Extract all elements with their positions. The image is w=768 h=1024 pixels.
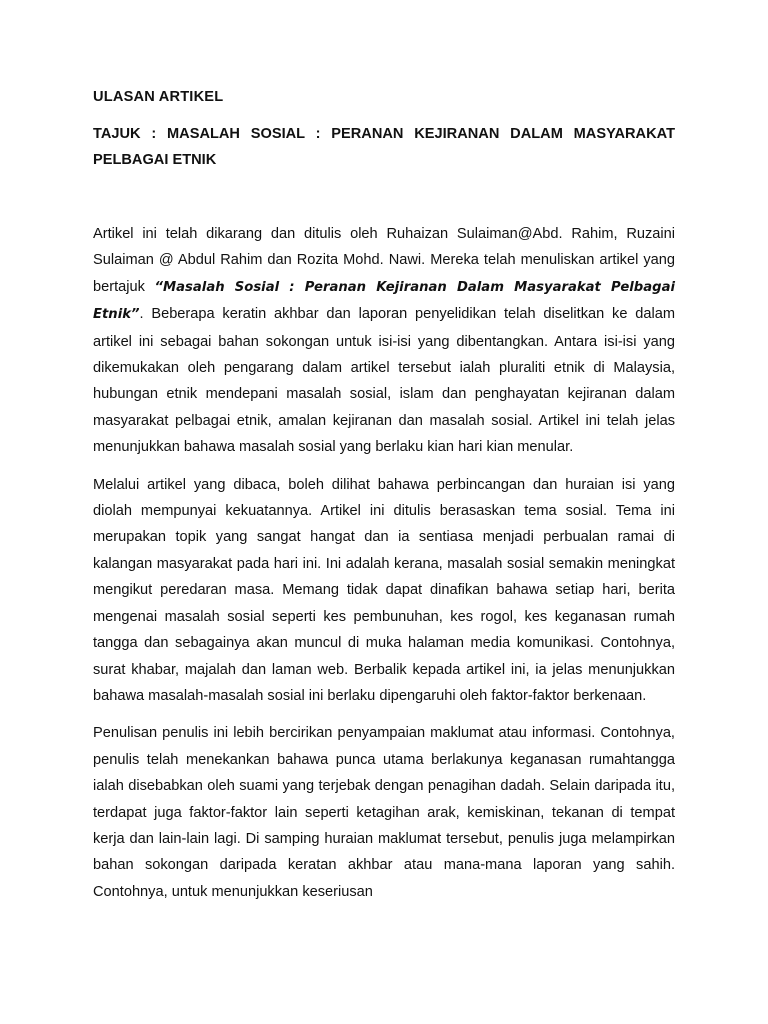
document-heading: ULASAN ARTIKEL <box>93 89 224 105</box>
article-title: TAJUK : MASALAH SOSIAL : PERANAN KEJIRANAN DALAM MASYARAKAT PELBAGAI ETNIK <box>93 126 675 168</box>
paragraph-1-body: . Beberapa keratin akhbar dan laporan penyelidikan telah diselitkan ke dalam artikel ini sebagai bahan sokongan untuk isi-isi yang dibentangkan. Antara isi-isi yang dikemukakan oleh pengarang dalam artikel tersebut ialah pluraliti etnik di Malaysia, hubungan etnik mendepani masalah sosial, islam dan penghayatan kejiranan dalam masyarakat pelbagai etnik, amalan kejiranan dan masalah sosial. Artikel ini telah jelas menunjukkan bahawa masalah sosial yang berlaku kian hari kian menular. <box>93 306 675 456</box>
paragraph-2: Melalui artikel yang dibaca, boleh dilihat bahawa perbincangan dan huraian isi yang diolah mempunyai kekuatannya. Artikel ini ditulis berasaskan tema sosial. Tema ini merupakan topik yang sangat hangat dan ia sentiasa menjadi perbualan ramai di kalangan masyarakat pada hari ini. Ini adalah kerana, masalah sosial semakin meningkat mengikut peredaran masa. Memang tidak dapat dinafikan bahawa setiap hari, berita mengenai masalah sosial seperti kes pembunuhan, kes rogol, kes keganasan rumah tangga dan sebagainya akan muncul di muka halaman media komunikasi. Contohnya, surat khabar, majalah dan laman web. Berbalik kepada artikel ini, ia jelas menunjukkan bahawa masalah-masalah sosial ini berlaku dipengaruhi oleh faktor-faktor berkenaan. <box>93 476 675 704</box>
article-title-quote: “Masalah Sosial : Peranan Kejiranan Dalam Masyarakat Pelbagai Etnik” <box>93 279 675 323</box>
paragraph-3: Penulisan penulis ini lebih bercirikan penyampaian maklumat atau informasi. Contohnya, penulis telah menekankan bahawa punca utama berlakunya keganasan rumahtangga ialah disebabkan oleh suami yang terjebak dengan penagihan dadah. Selain daripada itu, terdapat juga faktor-faktor lain seperti ketagihan arak, kemiskinan, tekanan di tempat kerja dan lain-lain lagi. Di samping huraian maklumat tersebut, penulis juga melampirkan bahan sokongan daripada keratan akhbar atau mana-mana laporan yang sahih. Contohnya, untuk menunjukkan keseriusan <box>93 725 675 900</box>
document-page <box>93 84 675 905</box>
paragraph-1-intro: Artikel ini telah dikarang dan ditulis oleh Ruhaizan Sulaiman@Abd. Rahim, Ruzaini Sulaiman @ Abdul Rahim dan Rozita Mohd. Nawi. Mereka telah menuliskan artikel yang bertajuk <box>93 226 675 295</box>
paragraph-1 <box>93 221 675 461</box>
